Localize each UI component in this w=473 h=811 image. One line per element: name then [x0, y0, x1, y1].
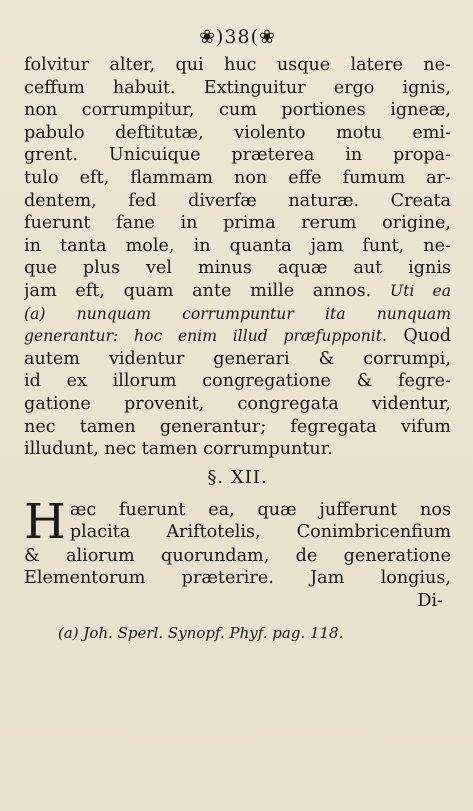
text-line: pabulo deftitutæ, violento motu emi-: [24, 122, 451, 143]
section-heading: §. XII.: [207, 466, 268, 488]
text-line: fuerunt fane in prima rerum origine,: [24, 213, 451, 234]
text-line: gatione provenit, congregata videntur,: [24, 393, 451, 414]
text-line: ceffum habuit. Extinguitur ergo ignis,: [24, 77, 451, 98]
footnote: (a) Joh. Sperl. Synopf. Phyf. pag. 118.: [58, 624, 344, 643]
text-line: que plus vel minus aquæ aut ignis: [24, 258, 451, 279]
page-header: ❀)38(❀: [199, 26, 276, 48]
main-text: [24, 54, 451, 461]
text-segment: jam eft, quam ante mille annos.: [24, 280, 372, 301]
text-line: & aliorum quorundam, de generatione: [24, 545, 451, 566]
text-line: nec tamen generantur; fegregata vifum: [24, 416, 451, 437]
paragraph-two: [24, 493, 451, 590]
text-line: folvitur alter, qui huc usque latere ne-: [24, 55, 451, 75]
text-line: Elementorum præterire. Jam longius,: [24, 568, 451, 589]
text-line: in tanta mole, in quanta jam funt, ne-: [24, 235, 451, 256]
text-line: illudunt, nec tamen corrumpuntur.: [24, 439, 333, 460]
text-line: æc fuerunt ea, quæ jufferunt nos: [69, 499, 451, 520]
text-line-mixed: [24, 325, 451, 348]
catchword: Di-: [417, 590, 443, 611]
text-line-mixed: [24, 280, 451, 303]
italic-citation-start: Uti ea: [389, 281, 451, 300]
text-segment: Quod: [403, 326, 451, 347]
italic-citation-line: generantur: hoc enim illud præfupponit.: [24, 327, 387, 346]
text-line: grent. Unicuique præterea in propa-: [24, 145, 451, 166]
text-line: id ex illorum congregatione & fegre-: [24, 371, 451, 392]
text-line: dentem, fed diverfæ naturæ. Creata: [24, 190, 451, 211]
text-line: tulo eft, flammam non effe fumum ar-: [24, 167, 451, 188]
text-line: autem videntur generari & corrumpi,: [24, 348, 451, 369]
text-line: placita Ariftotelis, Conimbricenfium: [69, 522, 451, 543]
text-line: non corrumpitur, cum portiones igneæ,: [24, 100, 451, 121]
drop-cap: H: [24, 493, 66, 550]
italic-citation-line: (a) nunquam corrumpuntur ita nunquam: [24, 304, 451, 323]
